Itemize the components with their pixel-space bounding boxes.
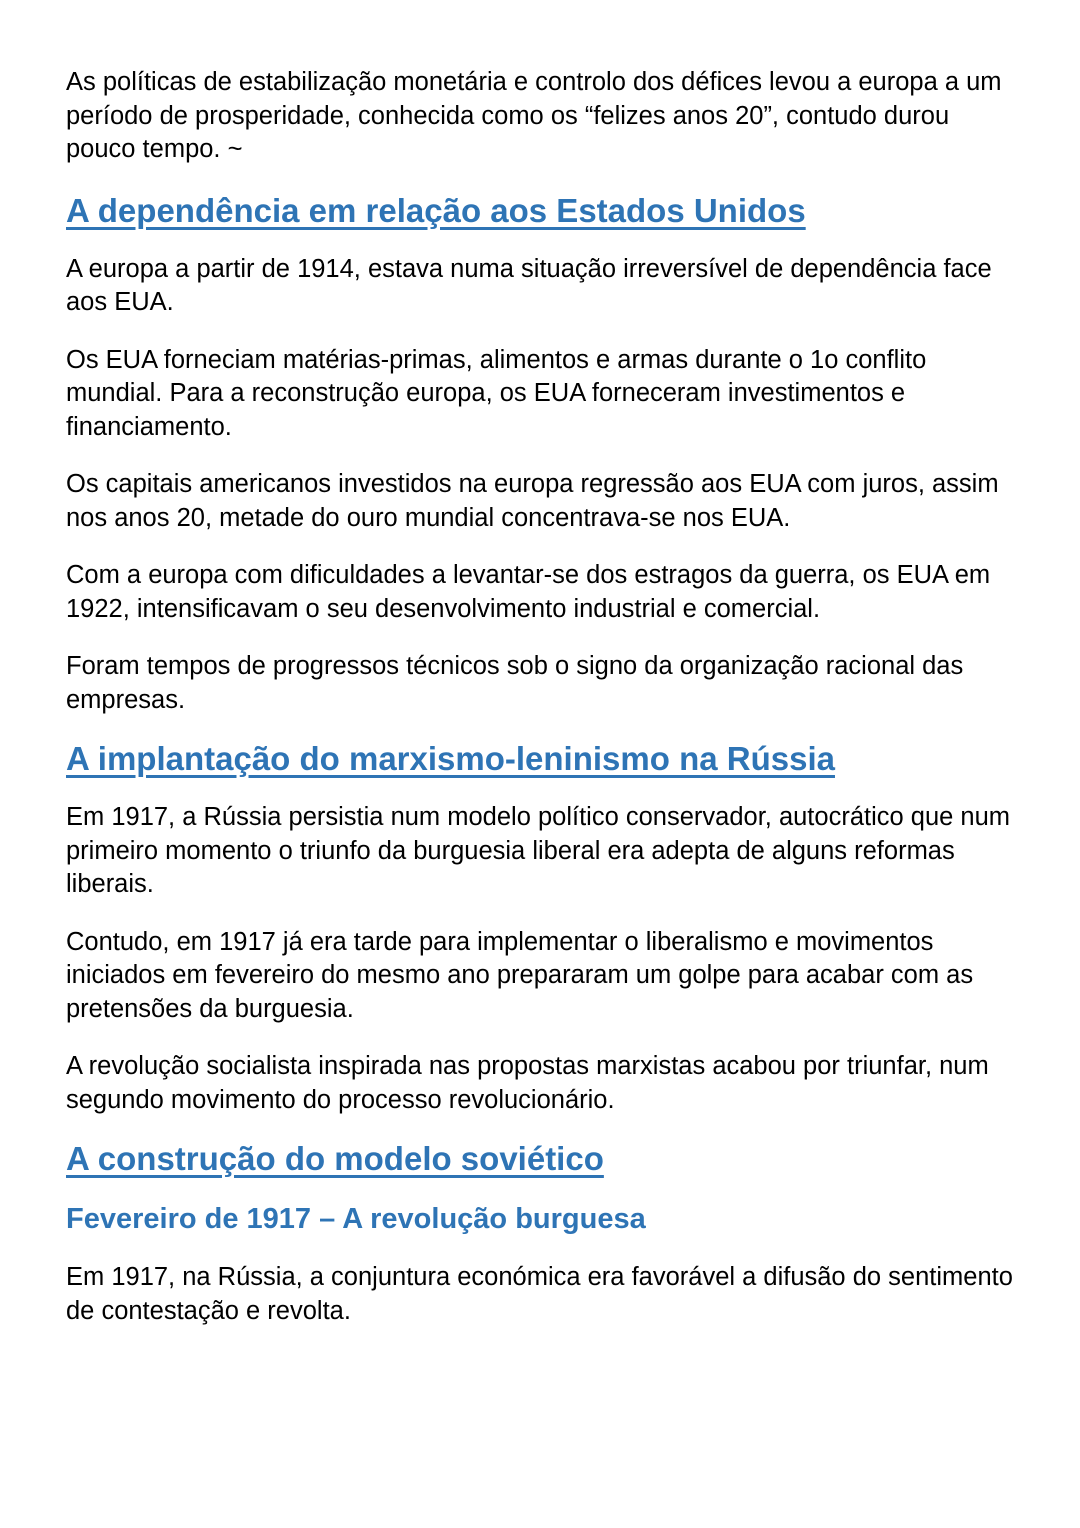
section-heading: A construção do modelo soviético: [66, 1140, 604, 1177]
paragraph: Os capitais americanos investidos na europa regressão aos EUA com juros, assim nos anos 20, metade do ouro mundial concentrava-se nos EUA.: [66, 470, 999, 532]
paragraph: Em 1917, na Rússia, a conjuntura económica era favorável a difusão do sentimento de contestação e revolta.: [66, 1263, 1013, 1325]
paragraph: Contudo, em 1917 já era tarde para implementar o liberalismo e movimentos iniciados em fevereiro do mesmo ano prepararam um golpe para acabar com as pretensões da burguesia.: [66, 927, 974, 1023]
section-subheading: Fevereiro de 1917 – A revolução burguesa: [66, 1203, 646, 1235]
intro-paragraph: As políticas de estabilização monetária e controlo dos défices levou a europa a um período de prosperidade, conhecida como os “felizes anos 20”, contudo durou pouco tempo. ~: [66, 68, 1002, 163]
paragraph: A europa a partir de 1914, estava numa situação irreversível de dependência face aos EUA.: [66, 254, 992, 316]
section-heading: A implantação do marxismo-leninismo na Rússia: [66, 740, 835, 777]
section-heading: A dependência em relação aos Estados Unidos: [66, 191, 806, 229]
section-dependencia-eua: [66, 191, 1016, 718]
paragraph: Foram tempos de progressos técnicos sob o signo da organização racional das empresas.: [66, 652, 964, 714]
paragraph: Em 1917, a Rússia persistia num modelo político conservador, autocrático que num primeiro momento o triunfo da burguesia liberal era adepta de alguns reformas liberais.: [66, 803, 1010, 898]
paragraph: Com a europa com dificuldades a levantar-se dos estragos da guerra, os EUA em 1922, intensificavam o seu desenvolvimento industrial e comercial.: [66, 561, 991, 623]
paragraph: Os EUA forneciam matérias-primas, alimentos e armas durante o 1o conflito mundial. Para a reconstrução europa, os EUA forneceram investimentos e financiamento.: [66, 345, 927, 441]
section-modelo-sovietico: [66, 1139, 1016, 1328]
paragraph: A revolução socialista inspirada nas propostas marxistas acabou por triunfar, num segundo movimento do processo revolucionário.: [66, 1052, 989, 1114]
document-page: [66, 66, 1016, 1352]
section-marxismo-leninismo: [66, 739, 1016, 1117]
